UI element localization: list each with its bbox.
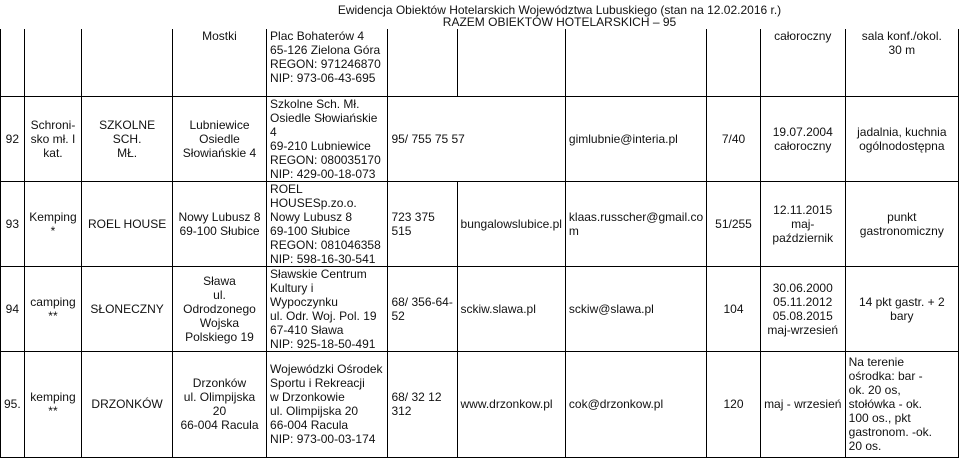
website: sckiw.slawa.pl	[457, 266, 565, 351]
extra-services: sala konf./okol. 30 m	[845, 29, 958, 96]
address: Sława ul. Odrodzonego Wojska Polskiego 19	[172, 266, 266, 351]
email: sckiw@slawa.pl	[565, 266, 706, 351]
owner-info: Plac Bohaterów 4 65-126 Zielona Góra REGON: 971246870 NIP: 973-06-43-695	[267, 29, 388, 96]
season: całoroczny	[760, 29, 845, 96]
extra-services: 14 pkt gastr. + 2 bary	[845, 266, 958, 351]
table-row	[1, 96, 959, 181]
website: bungalowslubice.pl	[457, 181, 565, 266]
website: www.drzonkow.pl	[457, 351, 565, 457]
email: cok@drzonkow.pl	[565, 351, 706, 457]
object-name: SŁONECZNY	[82, 266, 173, 351]
capacity: 51/255	[707, 181, 761, 266]
category: kemping **	[24, 351, 82, 457]
registration-date: 19.07.2004 całoroczny	[760, 96, 845, 181]
owner-info: ROEL HOUSESp.zo.o. Nowy Lubusz 8 69-100 Słubice REGON: 081046358 NIP: 598-16-30-541	[267, 181, 388, 266]
phone: 723 375 515	[388, 181, 457, 266]
capacity: 104	[707, 266, 761, 351]
extra-services: punkt gastronomiczny	[845, 181, 958, 266]
address: Lubniewice Osiedle Słowiańskie 4	[172, 96, 266, 181]
phone: 95/ 755 75 57	[388, 96, 565, 181]
registration-date: 30.06.2000 05.11.2012 05.08.2015 maj-wrzesień	[760, 266, 845, 351]
object-name: Mostki	[172, 29, 266, 96]
registration-date: 12.11.2015 maj-październik	[760, 181, 845, 266]
extra-services: jadalnia, kuchnia ogólnodostępna	[845, 96, 958, 181]
object-name: ROEL HOUSE	[82, 181, 173, 266]
phone: 68/ 356-64-52	[388, 266, 457, 351]
table-row	[1, 266, 959, 351]
object-name: SZKOLNE SCH. MŁ.	[82, 96, 173, 181]
table-row	[1, 351, 959, 457]
registration-date: maj - wrzesień	[760, 351, 845, 457]
document-title: Ewidencja Obiektów Hotelarskich Województwa Lubuskiego (stan na 12.02.2016 r.)	[337, 3, 782, 17]
table-row	[1, 29, 959, 96]
address: Nowy Lubusz 8 69-100 Słubice	[172, 181, 266, 266]
address: Drzonków ul. Olimpijska 20 66-004 Racula	[172, 351, 266, 457]
capacity: 7/40	[707, 96, 761, 181]
row-number: 92	[1, 96, 25, 181]
owner-info: Sławskie Centrum Kultury i Wypoczynku ul. Odr. Woj. Pol. 19 67-410 Sława NIP: 925-18-50-491	[267, 266, 388, 351]
document-total: RAZEM OBIEKTÓW HOTELARSKICH – 95	[442, 15, 677, 29]
category: Kemping *	[24, 181, 82, 266]
row-number: 93	[1, 181, 25, 266]
extra-services: Na terenie ośrodka: bar - ok. 20 os, stołówka - ok. 100 os., pkt gastronom. -ok. 20 os.	[845, 351, 958, 457]
hotel-register-table	[0, 29, 959, 458]
category: camping **	[24, 266, 82, 351]
owner-info: Wojewódzki Ośrodek Sportu i Rekreacji w Drzonkowie ul. Olimpijska 20 66-004 Racula NIP: 973-00-03-174	[267, 351, 388, 457]
owner-info: Szkolne Sch. Mł. Osiedle Słowiańskie 4 69-210 Lubniewice REGON: 080035170 NIP: 429-00-18-073	[267, 96, 388, 181]
table-row	[1, 181, 959, 266]
capacity: 120	[707, 351, 761, 457]
phone: 68/ 32 12 312	[388, 351, 457, 457]
object-name: DRZONKÓW	[82, 351, 173, 457]
category: Schroni- sko mł. I kat.	[24, 96, 82, 181]
row-number: 95.	[1, 351, 25, 457]
row-number: 94	[1, 266, 25, 351]
email: gimlubnie@interia.pl	[565, 96, 706, 181]
email: klaas.russcher@gmail.co m	[565, 181, 706, 266]
